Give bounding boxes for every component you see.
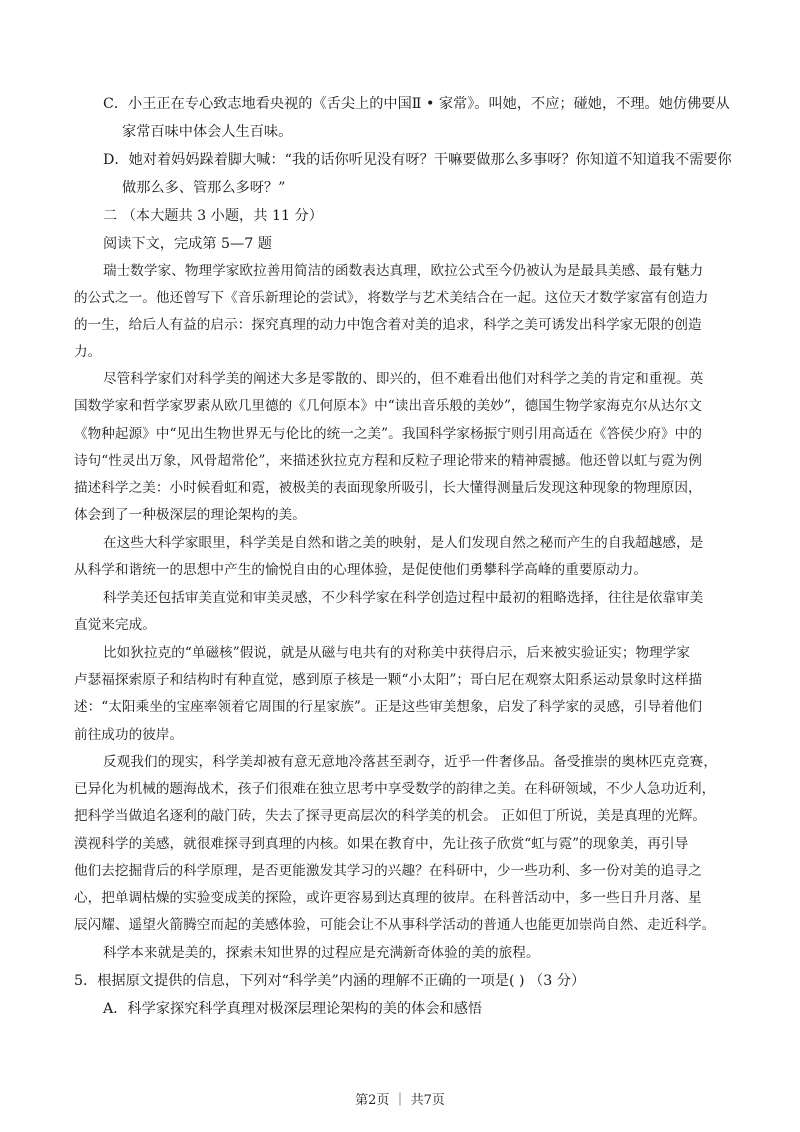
- question-5: 5．根据原文提供的信息，下列对“科学美”内涵的理解不正确的一项是( ) （3 分）: [74, 973, 586, 989]
- passage-line: 描述科学之美：小时候看虹和霓，被极美的表面现象所吸引，长大懂得测量后发现这种现象的物理原因，: [74, 480, 702, 496]
- passage-line: 的一生，给后人有益的启示：探究真理的动力中饱含着对美的追求，科学之美可诱发出科学家无限的创造: [74, 317, 702, 333]
- passage-line: 反观我们的现实，科学美却被有意无意地冷落甚至剥夺，近乎一件奢侈品。备受推崇的奥林匹克竞赛，: [103, 754, 717, 770]
- option-c-line-1: C．小王正在专心致志地看央视的《舌尖上的中国Ⅱ • 家常》。叫她，不应；碰她，不理。她仿佛要从: [103, 96, 730, 112]
- passage-line: 力。: [74, 344, 102, 360]
- passage-line: 《物种起源》中“见出生物世界无与伦比的统一之美”。我国科学家杨振宁则引用高适在《答侯少府》中的: [74, 426, 702, 442]
- passage-line: 前往成功的彼岸。: [74, 727, 184, 743]
- passage-line: 把科学当做追名逐利的敲门砖，失去了探寻更高层次的科学美的机会。 正如但丁所说，美是真理的光辉。: [74, 808, 706, 824]
- passage-line: 比如狄拉克的“单磁核”假说，就是从磁与电共有的对称美中获得启示，后来被实验证实；物理学家: [103, 645, 691, 661]
- passage-line: 科学美还包括审美直觉和审美灵感，不少科学家在科学创造过程中最初的粗略选择，往往是依靠审美: [103, 590, 704, 606]
- passage-line: 他们去挖掘背后的科学原理，是否更能激发其学习的兴趣？在科研中，少一些功利、多一份对美的追寻之: [74, 863, 702, 879]
- section-heading: 二 （本大题共 3 小题，共 11 分）: [103, 208, 323, 224]
- passage-line: 国数学家和哲学家罗素从欧几里德的《几何原本》中“读出音乐般的美妙”，德国生物学家海克尔从达尔文: [74, 398, 702, 414]
- passage-line: 直觉来完成。: [74, 617, 156, 633]
- passage-line: 卢瑟福探索原子和结构时有种直觉，感到原子核是一颗“小太阳”；哥白尼在观察太阳系运动景象时这样描: [74, 672, 702, 688]
- passage-line: 瑞士数学家、物理学家欧拉善用简洁的函数表达真理，欧拉公式至今仍被认为是最具美感、最有魅力: [103, 263, 704, 279]
- option-d-line-2: 做那么多、管那么多呀？”: [122, 180, 286, 196]
- passage-line: 在这些大科学家眼里，科学美是自然和谐之美的映射，是人们发现自然之秘而产生的自我超越感，是: [103, 535, 704, 551]
- passage-line: 诗句“性灵出万象，风骨超常伦”，来描述狄拉克方程和反粒子理论带来的精神震撼。他还曾以虹与霓为例: [74, 453, 702, 469]
- passage-line: 科学本来就是美的，探索未知世界的过程应是充满新奇体验的美的旅程。: [103, 945, 540, 961]
- option-d-line-1: D．她对着妈妈跺着脚大喊：“我的话你听见没有呀？干嘛要做那么多事呀？你知道不知道我不需要你: [103, 152, 732, 168]
- option-c-line-2: 家常百味中体会人生百味。: [122, 124, 293, 140]
- passage-line: 尽管科学家们对科学美的阐述大多是零散的、即兴的，但不难看出他们对科学之美的肯定和重视。英: [103, 371, 704, 387]
- passage-line: 体会到了一种极深层的理论架构的美。: [74, 507, 306, 523]
- passage-line: 辰闪耀、遥望火箭腾空而起的美感体验，可能会让不从事科学活动的普通人也能更加崇尚自然、走近科学。: [74, 917, 716, 933]
- passage-line: 的公式之一。他还曾写下《音乐新理论的尝试》，将数学与艺术美结合在一起。这位天才数学家富有创造力: [74, 290, 709, 306]
- reading-instruction: 阅读下文，完成第 5—7 题: [103, 236, 272, 252]
- question-5-option-a: A．科学家探究科学真理对极深层理论架构的美的体会和感悟: [103, 1001, 483, 1017]
- passage-line: 漠视科学的美感，就很难探寻到真理的内核。如果在教育中，先让孩子欣赏“虹与霓”的现象美，再引导: [74, 836, 689, 852]
- passage-line: 心，把单调枯燥的实验变成美的探险，或许更容易到达真理的彼岸。在科普活动中，多一些日升月落、星: [74, 890, 702, 906]
- passage-line: 已异化为机械的题海战术，孩子们很难在独立思考中享受数学的韵律之美。在科研领域，不少人急功近利，: [74, 781, 716, 797]
- passage-line: 从科学和谐统一的思想中产生的愉悦自由的心理体验，是促使他们勇攀科学高峰的重要原动力。: [74, 562, 648, 578]
- page-footer: 第2页 ｜ 共7页: [355, 1093, 445, 1108]
- passage-line: 述：“太阳乘坐的宝座率领着它周围的行星家族”。正是这些审美想象，启发了科学家的灵感，引导着他们: [74, 699, 702, 715]
